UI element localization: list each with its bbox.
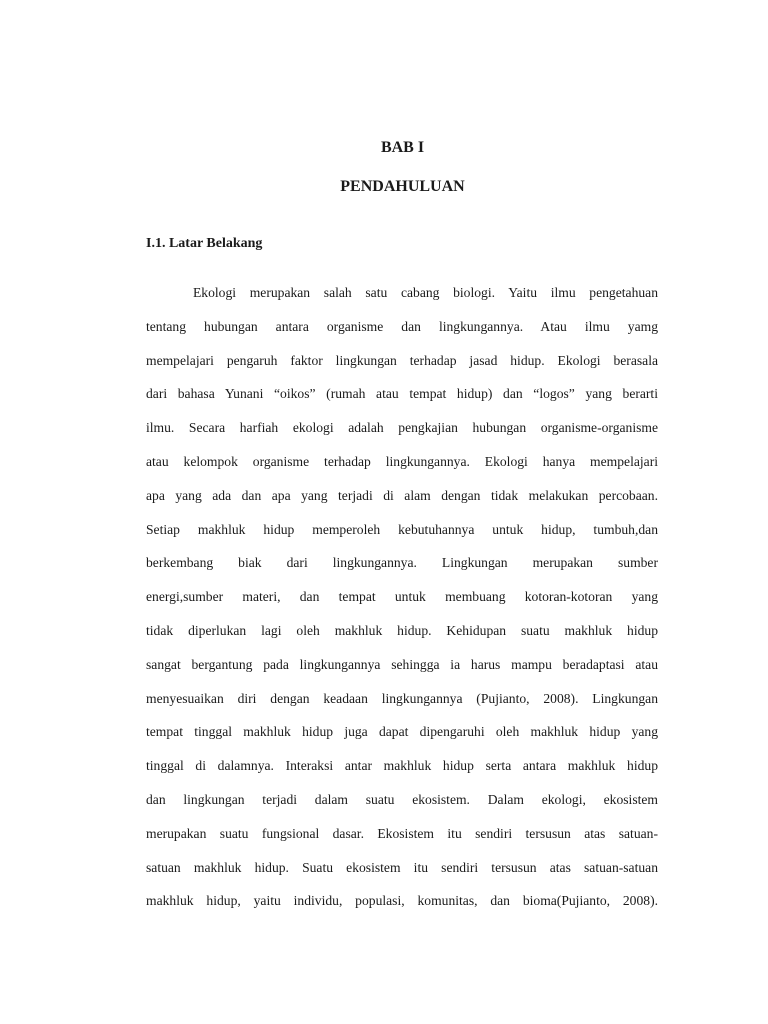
paragraph-line: Ekologi merupakan salah satu cabang biologi. Yaitu ilmu pengetahuan [193, 285, 658, 300]
paragraph-line: sangat bergantung pada lingkungannya sehingga ia harus mampu beradaptasi atau [146, 656, 658, 672]
paragraph-line: tempat tinggal makhluk hidup juga dapat dipengaruhi oleh makhluk hidup yang [146, 724, 658, 740]
paragraph-line: atau kelompok organisme terhadap lingkungannya. Ekologi hanya mempelajari [146, 453, 658, 469]
paragraph-line: mempelajari pengaruh faktor lingkungan terhadap jasad hidup. Ekologi berasala [146, 352, 658, 368]
chapter-title: PENDAHULUAN [340, 178, 465, 195]
paragraph-line: merupakan suatu fungsional dasar. Ekosistem itu sendiri tersusun atas satuan- [146, 825, 658, 841]
paragraph-line: dan lingkungan terjadi dalam suatu ekosistem. Dalam ekologi, ekosistem [146, 791, 658, 807]
body-paragraph [146, 276, 658, 918]
paragraph-line: makhluk hidup, yaitu individu, populasi, komunitas, dan bioma(Pujianto, 2008). [146, 893, 658, 909]
paragraph-line: ilmu. Secara harfiah ekologi adalah pengkajian hubungan organisme-organisme [146, 420, 658, 436]
paragraph-line: energi,sumber materi, dan tempat untuk membuang kotoran-kotoran yang [146, 589, 658, 605]
paragraph-line: Setiap makhluk hidup memperoleh kebutuhannya untuk hidup, tumbuh,dan [146, 521, 658, 537]
paragraph-line: dari bahasa Yunani “oikos” (rumah atau tempat hidup) dan “logos” yang berarti [146, 386, 658, 402]
section-heading: I.1. Latar Belakang [146, 236, 263, 251]
paragraph-line: tentang hubungan antara organisme dan lingkungannya. Atau ilmu yamg [146, 318, 658, 334]
paragraph-line: menyesuaikan diri dengan keadaan lingkungannya (Pujianto, 2008). Lingkungan [146, 690, 658, 706]
paragraph-line: satuan makhluk hidup. Suatu ekosistem itu sendiri tersusun atas satuan-satuan [146, 859, 658, 875]
paragraph-line: berkembang biak dari lingkungannya. Lingkungan merupakan sumber [146, 555, 658, 571]
paragraph-line: apa yang ada dan apa yang terjadi di alam dengan tidak melakukan percobaan. [146, 487, 658, 503]
paragraph-line: tinggal di dalamnya. Interaksi antar makhluk hidup serta antara makhluk hidup [146, 758, 658, 774]
chapter-number: BAB I [380, 139, 425, 156]
paragraph-line: tidak diperlukan lagi oleh makhluk hidup. Kehidupan suatu makhluk hidup [146, 622, 658, 638]
